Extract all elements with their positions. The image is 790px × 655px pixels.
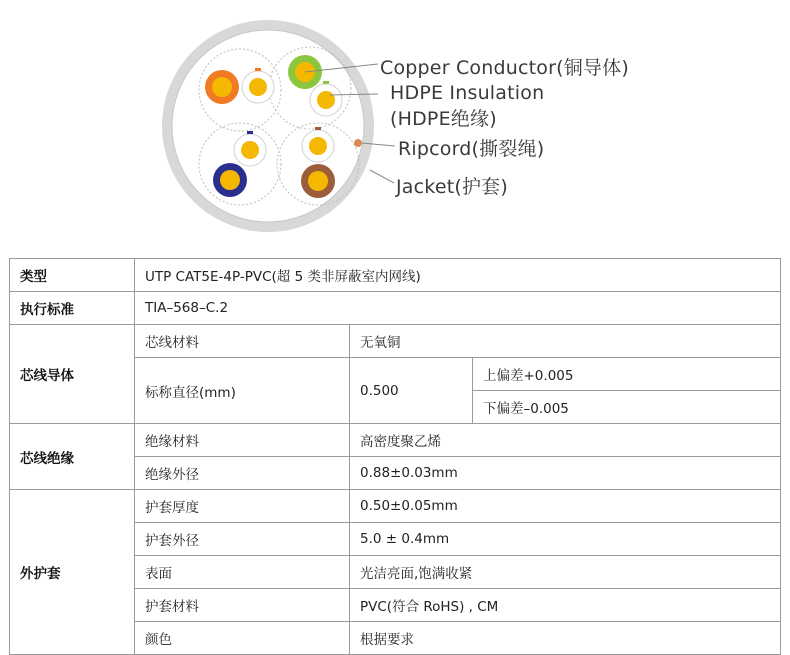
conductor-upper-tolerance: 上偏差+0.005	[473, 358, 781, 391]
table-row	[10, 292, 781, 325]
table-row	[10, 259, 781, 292]
insulation-section-label: 芯线绝缘	[10, 424, 135, 490]
conductor-diameter-value: 0.500	[350, 358, 473, 424]
jacket-section-label: 外护套	[10, 490, 135, 655]
hdpe-insulation-label-cn: (HDPE绝缘)	[390, 108, 497, 130]
jacket-material-value: PVC(符合 RoHS) , CM	[350, 589, 781, 622]
table-row	[10, 424, 781, 457]
jacket-thickness-value: 0.50±0.05mm	[350, 490, 781, 523]
jacket-color-value: 根据要求	[350, 622, 781, 655]
ripcord-label: Ripcord(撕裂绳)	[398, 138, 545, 160]
hdpe-insulation-label: HDPE Insulation	[390, 82, 545, 104]
conductor-material-label: 芯线材料	[135, 325, 350, 358]
copper-conductor-label: Copper Conductor(铜导体)	[380, 57, 629, 79]
ripcord-dot	[354, 139, 362, 147]
jacket-surface-label: 表面	[135, 556, 350, 589]
conductor-section-label: 芯线导体	[10, 325, 135, 424]
insulation-material-label: 绝缘材料	[135, 424, 350, 457]
jacket-label: Jacket(护套)	[396, 176, 508, 198]
insulation-od-label: 绝缘外径	[135, 457, 350, 490]
jacket-material-label: 护套材料	[135, 589, 350, 622]
jacket-od-value: 5.0 ± 0.4mm	[350, 523, 781, 556]
jacket-thickness-label: 护套厚度	[135, 490, 350, 523]
standard-label: 执行标准	[10, 292, 135, 325]
conductor-material-value: 无氧铜	[350, 325, 781, 358]
conductor-diameter-label: 标称直径(mm)	[135, 358, 350, 424]
table-row	[10, 325, 781, 358]
type-label: 类型	[10, 259, 135, 292]
insulation-material-value: 高密度聚乙烯	[350, 424, 781, 457]
table-row	[10, 490, 781, 523]
jacket-od-label: 护套外径	[135, 523, 350, 556]
jacket-surface-value: 光洁亮面,饱满收紧	[350, 556, 781, 589]
jacket-inner	[172, 30, 364, 222]
conductor-lower-tolerance: 下偏差–0.005	[473, 391, 781, 424]
type-value: UTP CAT5E-4P-PVC(超 5 类非屏蔽室内网线)	[135, 259, 781, 292]
spec-table	[9, 258, 781, 655]
standard-value: TIA–568–C.2	[135, 292, 781, 325]
insulation-od-value: 0.88±0.03mm	[350, 457, 781, 490]
jacket-color-label: 颜色	[135, 622, 350, 655]
